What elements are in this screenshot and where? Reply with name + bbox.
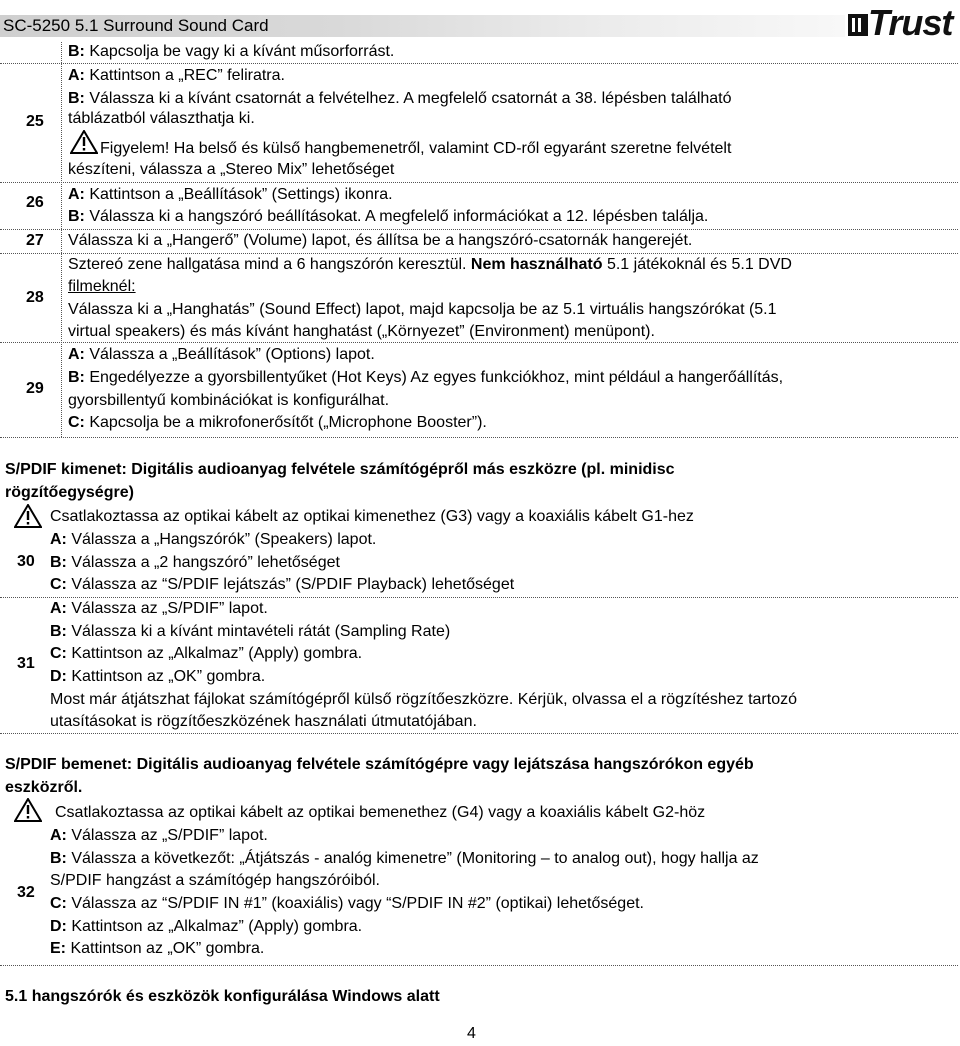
page-header <box>0 2 960 43</box>
step-line: virtual speakers) és más kívánt hanghatást („Környezet” (Environment) menüpont). <box>68 323 655 340</box>
step-number: 28 <box>26 289 44 306</box>
page-number: 4 <box>467 1025 476 1042</box>
step-line: C: Kapcsolja be a mikrofonerősítőt („Microphone Booster”). <box>68 414 487 431</box>
step-number: 27 <box>26 232 44 249</box>
step-line: B: Válassza a „2 hangszóró” lehetőséget <box>50 554 340 571</box>
step-line: B: Engedélyezze a gyorsbillentyűket (Hot Keys) Az egyes funkciókhoz, mint például a hangerőállítás, <box>68 369 784 386</box>
section-heading: S/PDIF bemenet: Digitális audioanyag felvétele számítógépre vagy lejátszása hangszórókon egyéb <box>5 756 754 773</box>
warning-text: Csatlakoztassa az optikai kábelt az optikai kimenethez (G3) vagy a koaxiális kábelt G1-hez <box>50 508 694 525</box>
step-line: A: Kattintson a „REC” feliratra. <box>68 67 285 84</box>
step-line: D: Kattintson az „OK” gombra. <box>50 668 266 685</box>
step-line: B: Válassza ki a kívánt mintavételi rátát (Sampling Rate) <box>50 623 451 640</box>
step-line: Sztereó zene hallgatása mind a 6 hangszórón keresztül. Nem használható 5.1 játékoknál és 5.1 DVD <box>68 256 792 273</box>
step-line: B: Válassza ki a hangszóró beállításokat. A megfelelő információkat a 12. lépésben találja. <box>68 208 709 225</box>
header-title: SC-5250 5.1 Surround Sound Card <box>3 16 269 35</box>
section-heading: rögzítőegységre) <box>5 484 134 501</box>
step-line: B: Kapcsolja be vagy ki a kívánt műsorforrást. <box>68 43 395 60</box>
step-line: S/PDIF hangzást a számítógép hangszóróiból. <box>50 872 380 889</box>
step-number: 31 <box>17 655 35 672</box>
step-line: készíteni, válassza a „Stereo Mix” lehetőséget <box>68 161 395 178</box>
section-heading: eszközről. <box>5 779 83 796</box>
step-line: B: Válassza a következőt: „Átjátszás - analóg kimenetre” (Monitoring – to analog out), hogy hallja az <box>50 850 759 867</box>
warning-text: Figyelem! Ha belső és külső hangbemenetről, valamint CD-ről egyaránt szeretne felvételt <box>100 140 732 157</box>
step-line: D: Kattintson az „Alkalmaz” (Apply) gombra. <box>50 918 363 935</box>
step-line: Most már átjátszhat fájlokat számítógépről külső rögzítőeszközre. Kérjük, olvassa el a rögzítéshez tartozó <box>50 691 797 708</box>
step-line: gyorsbillentyű kombinációkat is konfigurálhat. <box>68 392 390 409</box>
step-line: filmeknél: <box>68 278 136 295</box>
step-line: A: Válassza a „Hangszórók” (Speakers) lapot. <box>50 531 377 548</box>
step-line: C: Kattintson az „Alkalmaz” (Apply) gombra. <box>50 645 363 662</box>
final-section-heading: 5.1 hangszórók és eszközök konfigurálása Windows alatt <box>5 988 440 1005</box>
step-line: Válassza ki a „Hangerő” (Volume) lapot, és állítsa be a hangszóró-csatornák hangerejét. <box>68 232 693 249</box>
step-line: utasításokat is rögzítőeszközének használati útmutatójában. <box>50 713 477 730</box>
step-line: A: Válassza a „Beállítások” (Options) lapot. <box>68 346 375 363</box>
step-line: A: Válassza az „S/PDIF” lapot. <box>50 600 268 617</box>
step-number: 25 <box>26 113 44 130</box>
step-number: 30 <box>17 553 35 570</box>
warning-triangle-icon <box>14 798 42 822</box>
step-line: C: Válassza az “S/PDIF IN #1” (koaxiális) vagy “S/PDIF IN #2” (optikai) lehetőséget. <box>50 895 644 912</box>
step-line: B: Válassza ki a kívánt csatornát a felvételhez. A megfelelő csatornát a 38. lépésben található <box>68 90 732 107</box>
step-number: 26 <box>26 194 44 211</box>
warning-triangle-icon <box>14 504 42 528</box>
step-line: A: Válassza az „S/PDIF” lapot. <box>50 827 268 844</box>
step-line: A: Kattintson a „Beállítások” (Settings) ikonra. <box>68 186 393 203</box>
warning-text: Csatlakoztassa az optikai kábelt az optikai bemenethez (G4) vagy a koaxiális kábelt G2-höz <box>55 804 706 821</box>
trust-logo <box>846 2 958 43</box>
step-line: C: Válassza az “S/PDIF lejátszás” (S/PDIF Playback) lehetőséget <box>50 576 515 593</box>
section-heading: S/PDIF kimenet: Digitális audioanyag felvétele számítógépről más eszközre (pl. minidisc <box>5 461 675 478</box>
step-number: 29 <box>26 380 44 397</box>
step-line: táblázatból választhatja ki. <box>68 110 255 127</box>
warning-triangle-icon <box>70 130 98 154</box>
trust-logo-text: Trust <box>868 2 953 43</box>
step-line: Válassza ki a „Hanghatás” (Sound Effect) lapot, majd kapcsolja be az 5.1 virtuális hangszórókat (5.1 <box>68 301 777 318</box>
step-line: E: Kattintson az „OK” gombra. <box>50 940 265 957</box>
step-number: 32 <box>17 884 35 901</box>
